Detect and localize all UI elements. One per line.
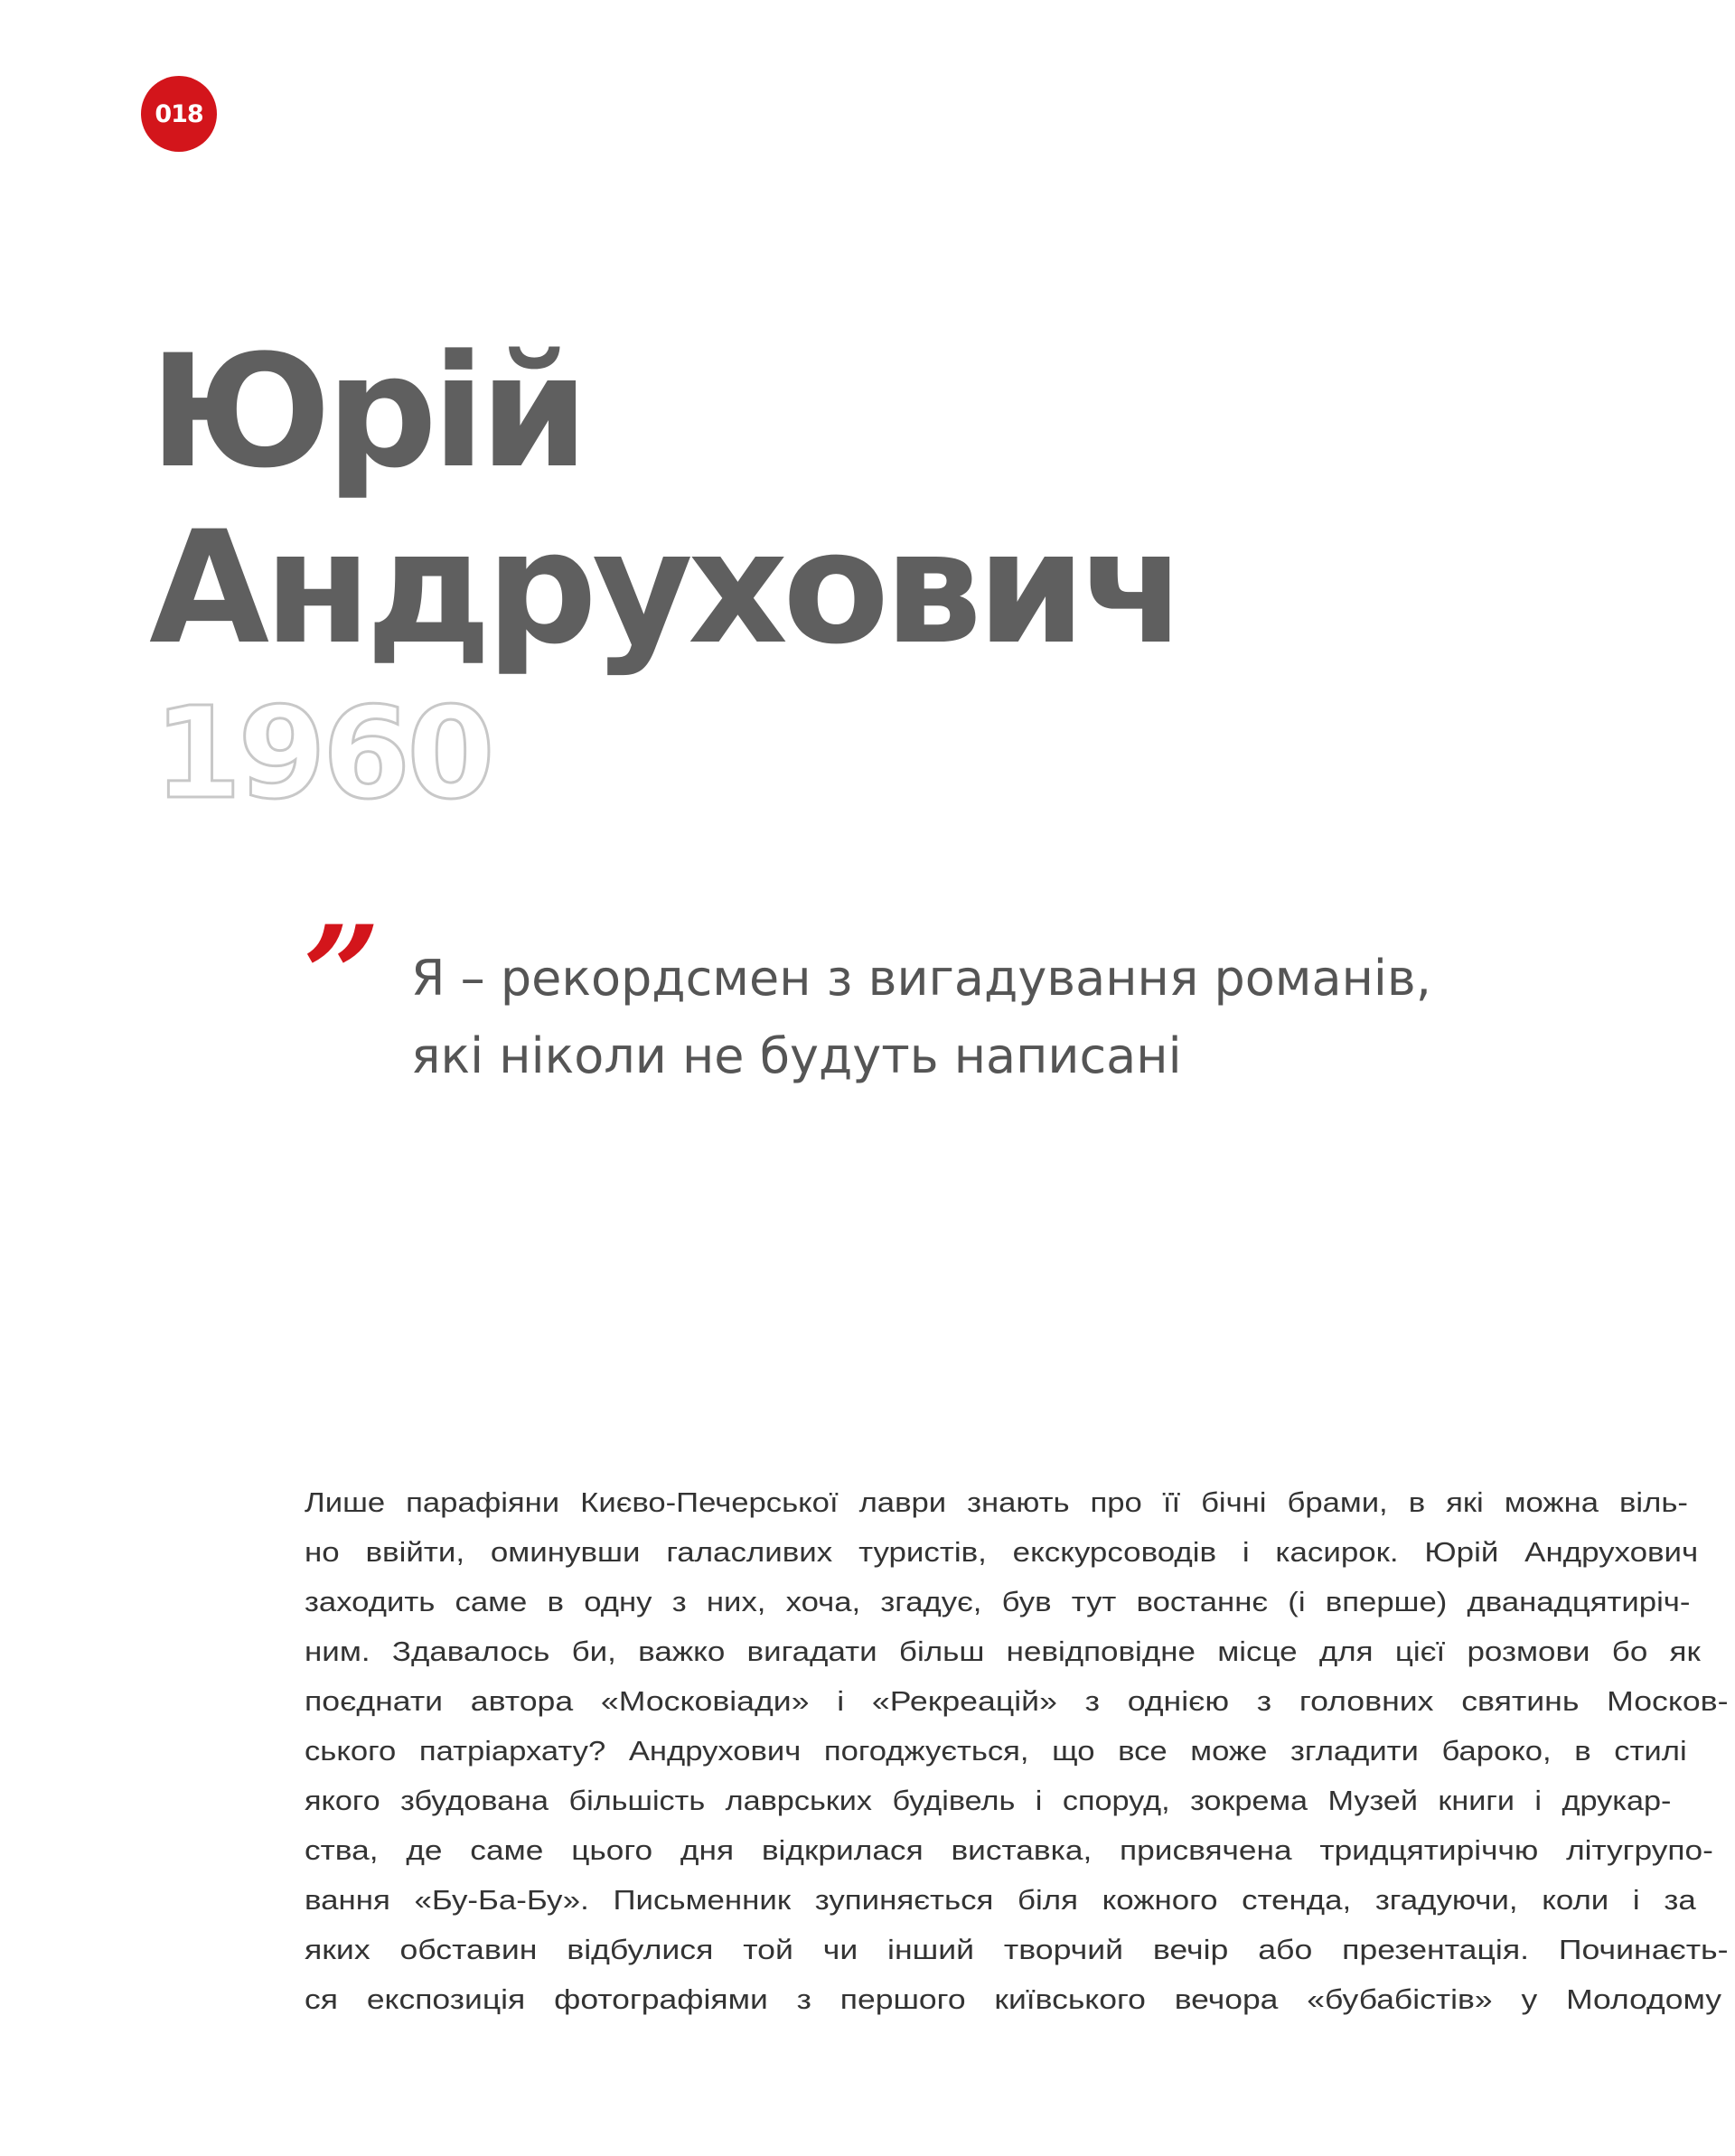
birth-year: 1960	[154, 680, 492, 828]
body-line: заходить саме в одну з них, хоча, згадує, був тут востаннє (і вперше) дванадцятиріч-	[305, 1586, 1691, 1617]
author-first-name: Юрій	[149, 321, 584, 502]
page-number-badge: 018	[141, 76, 217, 152]
body-line: поєднати автора «Московіади» і «Рекреацій» з однією з головних святинь Москов-	[305, 1685, 1729, 1717]
author-last-name: Андрухович	[149, 497, 1182, 679]
body-line: ства, де саме цього дня відкрилася виставка, присвячена тридцятиріччю літугрупо-	[305, 1834, 1713, 1866]
body-line: Лише парафіяни Києво-Печерської лаври знають про її бічні брами, в які можна віль-	[305, 1486, 1688, 1518]
body-line: яких обставин відбулися той чи інший творчий вечір або презентація. Починаєть-	[305, 1934, 1729, 1965]
body-line: но ввійти, оминувши галасливих туристів, екскурсоводів і касирок. Юрій Андрухович	[305, 1536, 1699, 1568]
quote-line: які ніколи не будуть написані	[411, 1027, 1182, 1084]
pull-quote	[411, 940, 1431, 1095]
body-line: ського патріархату? Андрухович погоджується, що все може згладити бароко, в стилі	[305, 1735, 1687, 1767]
body-line: якого збудована більшість лаврських будівель і споруд, зокрема Музей книги і друкар-	[305, 1785, 1672, 1816]
body-line: ним. Здавалось би, важко вигадати більш невідповідне місце для цієї розмови бо як	[305, 1636, 1701, 1667]
body-line: ся експозиція фотографіями з першого київського вечора «бубабістів» у Молодому	[305, 1983, 1722, 2015]
body-text	[305, 1477, 1729, 2024]
body-line: вання «Бу-Ба-Бу». Письменник зупиняється біля кожного стенда, згадуючи, коли і за	[305, 1884, 1696, 1916]
quote-line: Я – рекордсмен з вигадування романів,	[411, 950, 1431, 1007]
quote-mark-icon: ”	[303, 896, 381, 1055]
